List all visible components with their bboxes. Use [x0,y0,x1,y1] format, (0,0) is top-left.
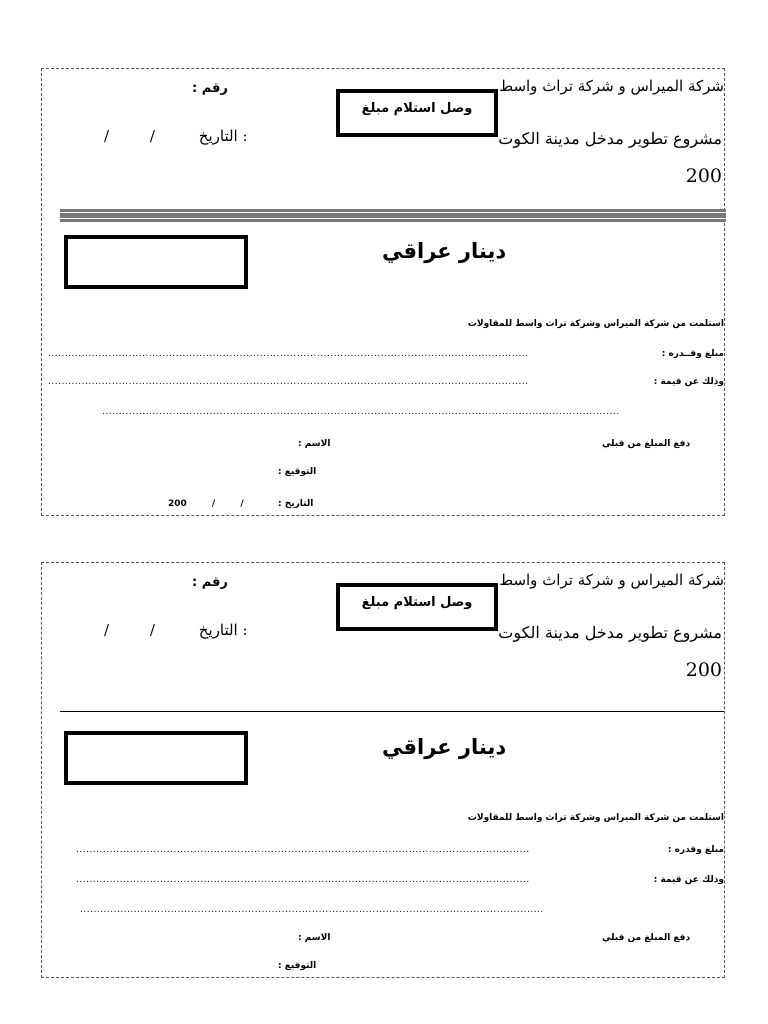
project-name: مشروع تطوير مدخل مدينة الكوت [498,129,722,148]
amount-dotted-line: ....................................................................................................................................... [76,845,530,855]
amount-box [64,235,248,289]
extra-dotted-line: .......................................................................................................................................................... [102,407,620,417]
paid-by-label: دفع المبلغ من قبلي [602,933,691,943]
paid-by-label: دفع المبلغ من قبلي [602,439,691,449]
value-dotted-line: ....................................................................................................................................... [76,875,530,885]
amount-box [64,731,248,785]
receipt-2 [41,562,725,978]
bottom-date-value: 200 / / [168,499,244,509]
date-label: التاريخ : [198,621,248,639]
amount-label: مبلغ وقــدره : [661,349,724,359]
receipt-title: وصل استلام مبلغ [336,89,498,137]
name-label: الاسم : [298,933,331,943]
receipt-number-label: رقم : [192,575,228,590]
date-header [104,127,248,145]
date-slashes: / / [104,127,173,145]
company-name: شركة الميراس و شركة تراث واسط [499,571,724,589]
company-name: شركة الميراس و شركة تراث واسط [499,77,724,95]
amount-dotted-line: ............................................................................................................................................... [48,349,529,359]
value-label: وذلك عن قيمة : [653,377,724,387]
value-label: وذلك عن قيمة : [653,875,724,885]
date-slashes: / / [104,621,173,639]
signature-label: التوقيع : [278,467,317,477]
divider-rule [60,711,724,712]
receipt-title: وصل استلام مبلغ [336,583,498,631]
amount-label: مبلغ وقدره : [667,845,724,855]
signature-label: التوقيع : [278,961,317,971]
date-label: التاريخ : [198,127,248,145]
name-label: الاسم : [298,439,331,449]
receipt-number-label: رقم : [192,81,228,96]
year: 200 [685,659,722,681]
received-from-text: استلمت من شركة الميراس وشركة تراث واسط للمقاولات [467,813,724,823]
receipt-1 [41,68,725,516]
date-header [104,621,248,639]
project-name: مشروع تطوير مدخل مدينة الكوت [498,623,722,642]
currency-label: دينار عراقي [382,239,507,263]
currency-label: دينار عراقي [382,735,507,759]
bottom-date-label: التاريخ : [278,499,314,509]
value-dotted-line: ............................................................................................................................................... [48,377,529,387]
divider-band [60,209,726,222]
received-from-text: استلمت من شركة الميراس وشركة تراث واسط للمقاولات [467,319,724,329]
extra-dotted-line: .......................................................................................................................................... [80,905,544,915]
year: 200 [685,165,722,187]
